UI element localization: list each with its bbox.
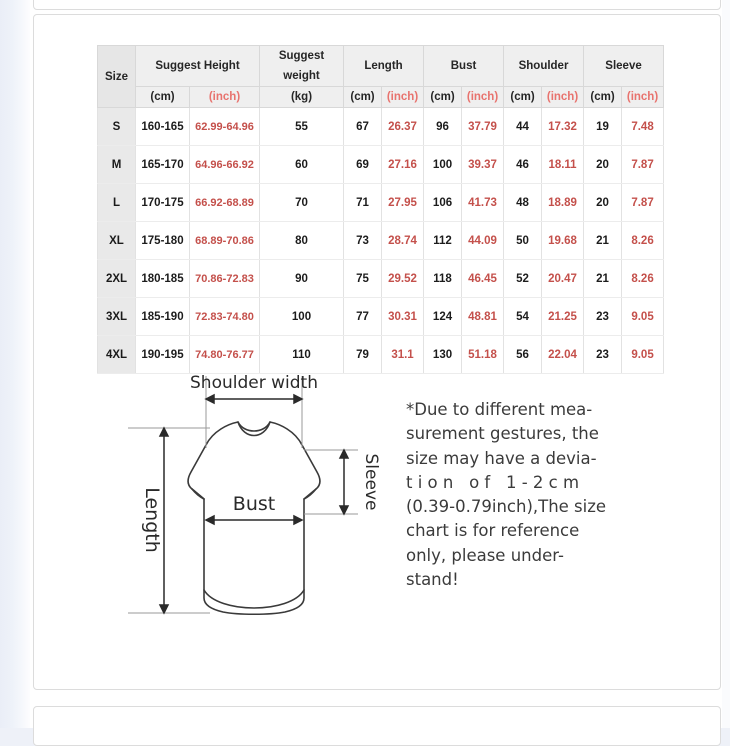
cell-weight-kg: 110 — [260, 336, 344, 374]
cell-size: 2XL — [98, 260, 136, 298]
page-right-edge-band — [722, 0, 730, 728]
column-header-sleeve: Sleeve — [584, 46, 664, 87]
note-line: chart is for reference — [406, 521, 580, 541]
cell-length-in: 26.37 — [382, 108, 424, 146]
cell-bust-cm: 100 — [424, 146, 462, 184]
note-line: only, please under- — [406, 545, 564, 565]
cell-shoulder-in: 19.68 — [542, 222, 584, 260]
diagram-label-bust: Bust — [232, 493, 276, 515]
cell-height-in: 68.89-70.86 — [190, 222, 260, 260]
unit-length-inch: (inch) — [382, 87, 424, 108]
cell-bust-in: 41.73 — [462, 184, 504, 222]
diagram-label-sleeve: Sleeve — [361, 453, 381, 511]
cell-height-cm: 190-195 — [136, 336, 190, 374]
cell-shoulder-in: 18.11 — [542, 146, 584, 184]
cell-length-cm: 79 — [344, 336, 382, 374]
cell-shoulder-in: 22.04 — [542, 336, 584, 374]
cell-height-cm: 160-165 — [136, 108, 190, 146]
cell-height-in: 70.86-72.83 — [190, 260, 260, 298]
cell-sleeve-in: 9.05 — [622, 298, 664, 336]
cell-shoulder-cm: 56 — [504, 336, 542, 374]
cell-weight-kg: 55 — [260, 108, 344, 146]
cell-length-in: 31.1 — [382, 336, 424, 374]
cell-bust-cm: 96 — [424, 108, 462, 146]
cell-sleeve-in: 7.48 — [622, 108, 664, 146]
cell-size: S — [98, 108, 136, 146]
table-row — [98, 108, 664, 146]
cell-weight-kg: 100 — [260, 298, 344, 336]
cell-length-cm: 73 — [344, 222, 382, 260]
note-line: stand! — [406, 570, 459, 590]
cell-length-cm: 75 — [344, 260, 382, 298]
table-row — [98, 222, 664, 260]
cell-weight-kg: 60 — [260, 146, 344, 184]
unit-height-cm: (cm) — [136, 87, 190, 108]
table-header — [98, 46, 664, 108]
cell-sleeve-cm: 20 — [584, 184, 622, 222]
column-header-shoulder: Shoulder — [504, 46, 584, 87]
cell-length-in: 30.31 — [382, 298, 424, 336]
note-line: t i o n o f 1 - 2 c m — [406, 472, 580, 492]
cell-sleeve-cm: 23 — [584, 336, 622, 374]
column-header-length: Length — [344, 46, 424, 87]
cell-length-cm: 77 — [344, 298, 382, 336]
column-header-suggest-weight: Suggest weight — [260, 46, 344, 87]
cell-length-in: 27.16 — [382, 146, 424, 184]
unit-bust-cm: (cm) — [424, 87, 462, 108]
cell-height-cm: 185-190 — [136, 298, 190, 336]
cell-weight-kg: 80 — [260, 222, 344, 260]
cell-shoulder-cm: 48 — [504, 184, 542, 222]
unit-length-cm: (cm) — [344, 87, 382, 108]
cell-bust-cm: 130 — [424, 336, 462, 374]
cell-sleeve-cm: 20 — [584, 146, 622, 184]
cell-height-cm: 175-180 — [136, 222, 190, 260]
cell-bust-in: 37.79 — [462, 108, 504, 146]
cell-shoulder-cm: 52 — [504, 260, 542, 298]
cell-length-in: 29.52 — [382, 260, 424, 298]
cell-bust-in: 51.18 — [462, 336, 504, 374]
cell-shoulder-cm: 46 — [504, 146, 542, 184]
cell-height-in: 64.96-66.92 — [190, 146, 260, 184]
cell-size: 3XL — [98, 298, 136, 336]
cell-height-cm: 180-185 — [136, 260, 190, 298]
diagram-label-length: Length — [141, 487, 163, 553]
cell-bust-cm: 106 — [424, 184, 462, 222]
cell-bust-in: 39.37 — [462, 146, 504, 184]
unit-shoulder-cm: (cm) — [504, 87, 542, 108]
cell-shoulder-in: 21.25 — [542, 298, 584, 336]
cell-length-cm: 69 — [344, 146, 382, 184]
tshirt-measurement-diagram — [118, 368, 388, 658]
table-row — [98, 184, 664, 222]
cell-length-in: 27.95 — [382, 184, 424, 222]
table-row — [98, 146, 664, 184]
cell-height-in: 66.92-68.89 — [190, 184, 260, 222]
column-header-suggest-height: Suggest Height — [136, 46, 260, 87]
cell-height-in: 62.99-64.96 — [190, 108, 260, 146]
note-line: size may have a devia- — [406, 448, 597, 468]
unit-sleeve-inch: (inch) — [622, 87, 664, 108]
cell-sleeve-in: 8.26 — [622, 260, 664, 298]
cell-sleeve-in: 7.87 — [622, 184, 664, 222]
cell-weight-kg: 70 — [260, 184, 344, 222]
cell-shoulder-cm: 54 — [504, 298, 542, 336]
cell-weight-kg: 90 — [260, 260, 344, 298]
cell-sleeve-cm: 23 — [584, 298, 622, 336]
cell-length-cm: 71 — [344, 184, 382, 222]
size-chart-table — [97, 45, 664, 374]
table-header-group-row — [98, 46, 664, 87]
measurement-disclaimer-note — [406, 398, 634, 592]
panel-above — [33, 0, 721, 10]
unit-weight-kg: (kg) — [260, 87, 344, 108]
cell-bust-cm: 112 — [424, 222, 462, 260]
table-row — [98, 260, 664, 298]
note-line: (0.39-0.79inch),The size — [406, 497, 607, 517]
cell-sleeve-cm: 21 — [584, 222, 622, 260]
cell-bust-in: 46.45 — [462, 260, 504, 298]
table-row — [98, 298, 664, 336]
column-header-bust: Bust — [424, 46, 504, 87]
diagram-label-shoulder-width: Shoulder width — [190, 373, 318, 393]
page-left-edge-band — [0, 0, 30, 728]
cell-shoulder-cm: 44 — [504, 108, 542, 146]
cell-shoulder-in: 20.47 — [542, 260, 584, 298]
cell-length-cm: 67 — [344, 108, 382, 146]
cell-height-cm: 170-175 — [136, 184, 190, 222]
cell-sleeve-cm: 21 — [584, 260, 622, 298]
cell-sleeve-in: 8.26 — [622, 222, 664, 260]
cell-height-in: 72.83-74.80 — [190, 298, 260, 336]
panel-below — [33, 706, 721, 746]
cell-height-cm: 165-170 — [136, 146, 190, 184]
column-header-size: Size — [98, 46, 136, 108]
cell-size: XL — [98, 222, 136, 260]
cell-size: 4XL — [98, 336, 136, 374]
unit-shoulder-inch: (inch) — [542, 87, 584, 108]
unit-sleeve-cm: (cm) — [584, 87, 622, 108]
unit-height-inch: (inch) — [190, 87, 260, 108]
cell-height-in: 74.80-76.77 — [190, 336, 260, 374]
note-line: surement gestures, the — [406, 424, 599, 444]
cell-shoulder-in: 17.32 — [542, 108, 584, 146]
table-header-unit-row — [98, 87, 664, 108]
cell-sleeve-in: 9.05 — [622, 336, 664, 374]
cell-shoulder-in: 18.89 — [542, 184, 584, 222]
cell-shoulder-cm: 50 — [504, 222, 542, 260]
cell-bust-in: 44.09 — [462, 222, 504, 260]
cell-bust-cm: 118 — [424, 260, 462, 298]
cell-size: M — [98, 146, 136, 184]
cell-bust-in: 48.81 — [462, 298, 504, 336]
unit-bust-inch: (inch) — [462, 87, 504, 108]
cell-sleeve-cm: 19 — [584, 108, 622, 146]
cell-size: L — [98, 184, 136, 222]
cell-bust-cm: 124 — [424, 298, 462, 336]
cell-sleeve-in: 7.87 — [622, 146, 664, 184]
cell-length-in: 28.74 — [382, 222, 424, 260]
note-line: *Due to different mea- — [406, 400, 593, 419]
table-body — [98, 108, 664, 374]
